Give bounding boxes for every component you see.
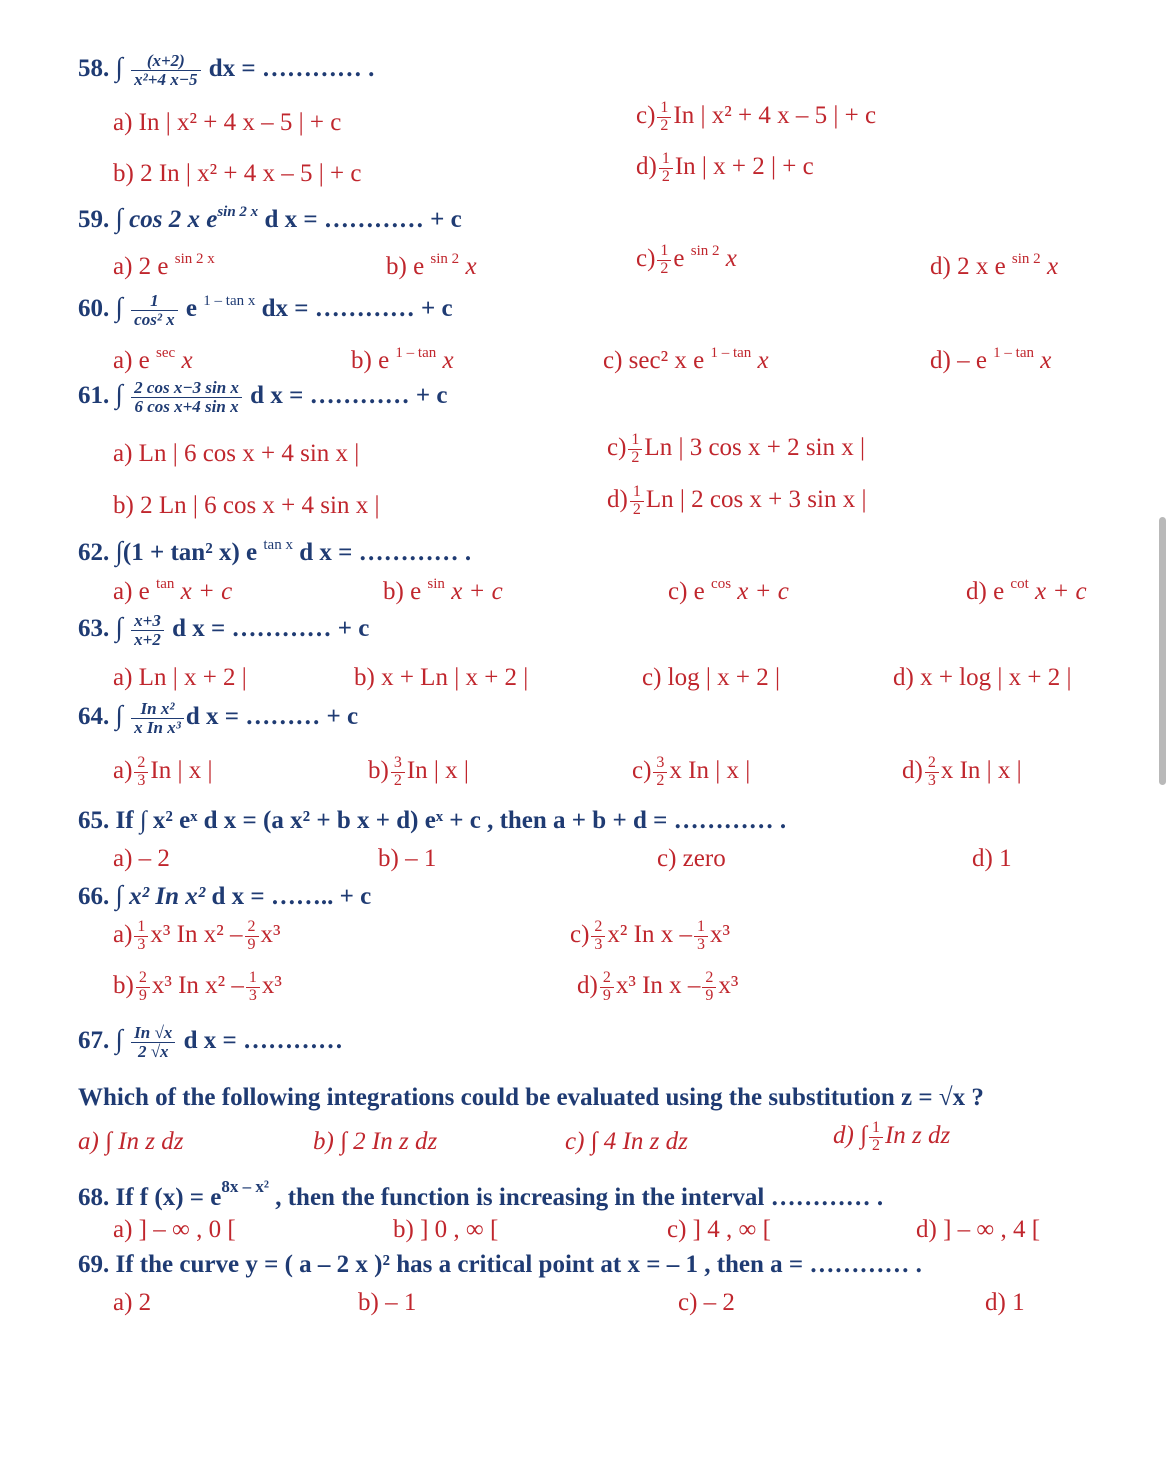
q67-option-c: c) ∫ 4 In z dz [565, 1128, 688, 1155]
q61-stem: 61. ∫ $\frac{\text{2 cos x−3 sin x}}{\text{6 cos x+4 sin x}}$ d x = ………… + c [78, 378, 448, 416]
q63-stem: 63. ∫ $\frac{x+3}{x+2}$ d x = ………… + c [78, 611, 370, 649]
integral-sign: ∫ [115, 379, 123, 410]
q61-option-d: d) $\frac{1}{2}$ Ln | 2 cos x + 3 sin x | [607, 483, 867, 518]
q65-option-c: c) zero [657, 845, 726, 872]
vertical-scrollbar[interactable] [1159, 517, 1166, 785]
q62-option-d: d) e $^{cot}$ x + c [966, 576, 1087, 605]
q64-stem: 64. ∫ $\frac{\text{In x²}}{\text{x In x³}}$ d x = ……… + c [78, 699, 359, 737]
q63-option-a: a) Ln | x + 2 | [113, 664, 247, 691]
q69-option-c: c) – 2 [678, 1289, 735, 1316]
q66-option-c: c) $\frac{2}{3}$ x² In x – $\frac{1}{3}$ x³ [570, 918, 730, 953]
q60-option-a: a) e $^{sec}$ x [113, 345, 193, 374]
integral-sign: ∫ [115, 203, 123, 233]
q69-option-b: b) – 1 [358, 1289, 417, 1316]
q59-option-b: b) e $^{sin 2}$ x [386, 251, 477, 280]
q62-option-c: c) e $^{cos}$ x + c [668, 576, 789, 605]
question-number: 64. [78, 703, 110, 731]
question-number: 66. [78, 883, 110, 910]
q59-stem: 59. ∫ cos 2 x $e^{sin 2 x}$ d x = ………… + c [78, 203, 462, 233]
q60-option-c: c) sec² x e $^{1 - tan}$ x [603, 345, 769, 374]
question-number: 67. [78, 1027, 110, 1055]
q62-stem: 62. ∫(1 + tan² x) e $^{tan x}$ d x = ………… . [78, 536, 472, 566]
integral-sign: ∫ [115, 880, 123, 910]
q58-option-c: c) $\frac{1}{2}$ In | x² + 4 x – 5 | + c [636, 99, 877, 134]
q59-option-c: c) $\frac{1}{2}$ e $^{sin 2}$ x [636, 242, 737, 277]
q61-option-c: c) $\frac{1}{2}$ Ln | 3 cos x + 2 sin x | [607, 431, 866, 466]
question-number: 61. [78, 382, 110, 410]
q59-option-d: d) 2 x e $^{sin 2}$ x [930, 251, 1059, 280]
fraction: $\frac{x+3}{x+2}$ [131, 612, 164, 649]
q65-option-b: b) – 1 [378, 845, 437, 872]
q69-option-d: d) 1 [985, 1289, 1025, 1316]
q68-option-b: b) ] 0 , ∞ [ [393, 1216, 499, 1243]
q65-option-d: d) 1 [972, 845, 1012, 872]
q64-option-c: c) $\frac{3}{2}$ x In | x | [632, 754, 751, 789]
q60-option-d: d) – e $^{1 - tan}$ x [930, 345, 1052, 374]
question-number: 63. [78, 615, 110, 643]
fraction: $\frac{\text{2 cos x−3 sin x}}{\text{6 cos x+4 sin x}}$ [131, 379, 242, 416]
q66-option-d: d) $\frac{2}{9}$ x³ In x – $\frac{2}{9}$ x³ [577, 969, 739, 1004]
question-number: 60. [78, 295, 110, 323]
question-number: 59. [78, 206, 110, 233]
q60-option-b: b) e $^{1 - tan}$ x [351, 345, 454, 374]
q61-option-a: a) Ln | 6 cos x + 4 sin x | [113, 440, 360, 467]
fraction: $\frac{(x+2)}{\text{x²+4 x−5}}$ [131, 52, 200, 89]
q67-option-a: a) ∫ In z dz [78, 1128, 184, 1155]
q65-option-a: a) – 2 [113, 845, 170, 872]
integral-sign: ∫ [115, 612, 123, 643]
q63-option-b: b) x + Ln | x + 2 | [354, 664, 529, 691]
q67-question: Which of the following integrations could be evaluated using the substitution z = √x ? [78, 1084, 984, 1111]
q65-stem: 65. If ∫ x² eˣ d x = (a x² + b x + d) eˣ + c , then a + b + d = ………… . [78, 807, 787, 834]
q67-stem: 67. ∫ $\frac{In √x}{2 √x}$ d x = ………… [78, 1023, 343, 1061]
q58-option-b: b) 2 In | x² + 4 x – 5 | + c [113, 160, 362, 187]
q61-option-b: b) 2 Ln | 6 cos x + 4 sin x | [113, 492, 380, 519]
q66-option-b: b) $\frac{2}{9}$ x³ In x² – $\frac{1}{3}$ x³ [113, 969, 282, 1004]
question-number: 58. [78, 55, 110, 83]
q64-option-b: b) $\frac{3}{2}$ In | x | [368, 754, 469, 789]
q66-stem: 66. ∫ x² In x² d x = …….. + c [78, 880, 372, 910]
question-number: 62. [78, 539, 110, 566]
q58-stem: 58. ∫ $\frac{(x+2)}{\text{x²+4 x−5}}$ dx = ………… . [78, 51, 375, 89]
q58-option-d: d) $\frac{1}{2}$ In | x + 2 | + c [636, 150, 814, 185]
q68-option-d: d) ] – ∞ , 4 [ [916, 1216, 1041, 1243]
fraction: $\frac{1}{\text{cos² x}}$ [131, 292, 178, 329]
fraction: $\frac{\text{In x²}}{\text{x In x³}}$ [131, 700, 184, 737]
q62-option-a: a) e $^{tan}$ x + c [113, 576, 233, 605]
q63-option-d: d) x + log | x + 2 | [893, 664, 1072, 691]
q69-stem: 69. If the curve y = ( a – 2 x )² has a critical point at x = – 1 , then a = ………… . [78, 1251, 922, 1278]
integral-sign: ∫ [115, 536, 123, 566]
q64-option-d: d) $\frac{2}{3}$ x In | x | [902, 754, 1022, 789]
q68-option-c: c) ] 4 , ∞ [ [667, 1216, 771, 1243]
q69-option-a: a) 2 [113, 1289, 152, 1316]
q64-option-a: a) $\frac{2}{3}$ In | x | [113, 754, 213, 789]
q66-option-a: a) $\frac{1}{3}$ x³ In x² – $\frac{2}{9}$ x³ [113, 918, 281, 953]
integral-sign: ∫ [115, 52, 123, 83]
integral-sign: ∫ [115, 292, 123, 323]
q67-option-b: b) ∫ 2 In z dz [313, 1128, 438, 1155]
fraction: $\frac{In √x}{2 √x}$ [131, 1024, 175, 1061]
q62-option-b: b) e $^{sin}$ x + c [383, 576, 503, 605]
integral-sign: ∫ [115, 1024, 123, 1055]
q63-option-c: c) log | x + 2 | [642, 664, 780, 691]
q68-stem: 68. If f $(x) = e^{8x - x^2}$ , then the function is increasing in the interval ………… . [78, 1177, 884, 1211]
q68-option-a: a) ] – ∞ , 0 [ [113, 1216, 236, 1243]
q59-option-a: a) 2 e $^{sin 2 x}$ [113, 251, 215, 280]
q67-option-d: d) ∫ $\frac{1}{2}$ In z dz [833, 1119, 951, 1154]
q60-stem: 60. ∫ $\frac{1}{\text{cos² x}}$ e $^{1 - tan x}$ dx = ………… + c [78, 291, 453, 329]
q58-option-a: a) In | x² + 4 x – 5 | + c [113, 109, 342, 136]
integral-sign: ∫ [115, 700, 123, 731]
